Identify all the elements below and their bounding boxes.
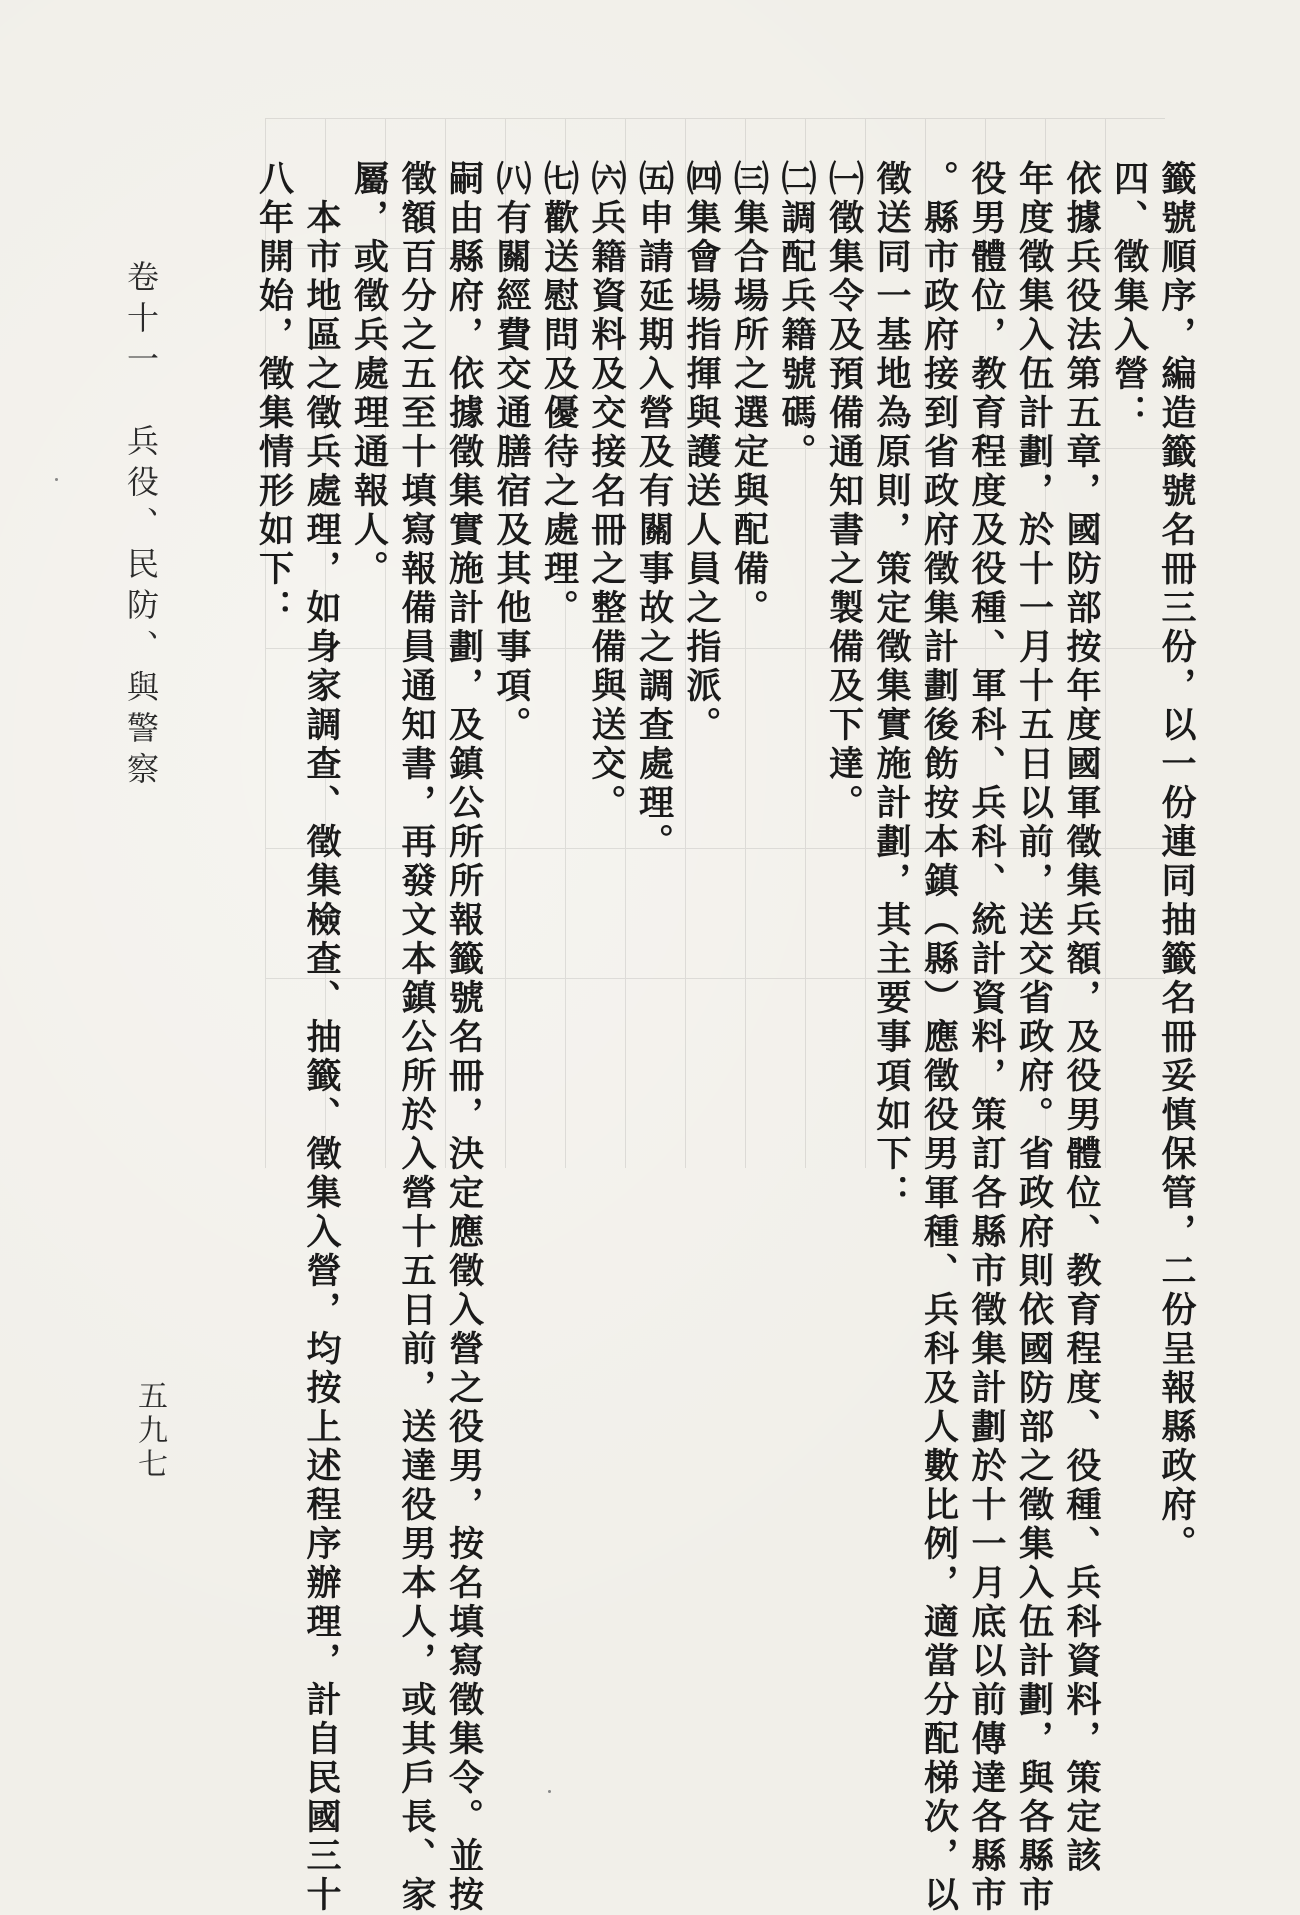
body-text [250,160,1200,1915]
list-item: ㈣集會場指揮與護送人員之指派。 [681,160,722,745]
section-heading: 四、徵集入營： [1108,160,1150,433]
page-number: 五九七 [132,1380,167,1482]
text-column: 徵送同一基地為原則，策定徵集實施計劃，其主要事項如下： [871,160,912,1213]
list-item: ㈧有關經費交通膳宿及其他事項。 [491,160,532,745]
text-column: 籤號順序，編造籤號名冊三份，以一份連同抽籤名冊妥慎保管，二份呈報縣政府。 [1156,160,1197,1564]
text-column: 本市地區之徵兵處理，如身家調查、徵集檢查、抽籤、徵集入營，均按上述程序辦理，計自民國三十 [301,160,342,1915]
text-column: 役男體位，教育程度及役種、軍科、兵科、統計資料，策訂各縣市徵集計劃於十一月底以前傳達各縣市 [966,160,1007,1915]
list-item: ㈡調配兵籍號碼。 [776,160,817,472]
list-item: ㈥兵籍資料及交接名冊之整備與送交。 [586,160,627,823]
text-column: 。縣市政府接到省政府徵集計劃後飭按本鎮（縣）應徵役男軍種、兵科及人數比例，適當分配梯次，以 [918,160,960,1915]
list-item: ㈠徵集令及預備通知書之製備及下達。 [823,160,865,823]
list-item: ㈢集合場所之選定與配備。 [728,160,770,628]
paper-speck [548,1790,551,1793]
text-column: 徵額百分之五至十填寫報備員通知書，再發文本鎮公所於入營十五日前，送達役男本人，或其戶長、家 [396,160,437,1915]
text-column: 年度徵集入伍計劃，於十一月十五日以前，送交省政府。省政府則依國防部之徵集入伍計劃，與各縣市 [1013,160,1055,1915]
text-column: 嗣由縣府，依據徵集實施計劃，及鎮公所所報籤號名冊，決定應徵入營之役男，按名填寫徵集令。並按 [443,160,485,1915]
text-column: 依據兵役法第五章，國防部按年度國軍徵集兵額，及役男體位、教育程度、役種、兵科資料，策定該 [1061,160,1102,1876]
running-head: 卷十一 兵役、民防、與警察 [122,260,160,793]
list-item: ㈤申請延期入營及有關事故之調查處理。 [633,160,675,862]
text-column: 八年開始，徵集情形如下： [253,160,295,628]
paper-speck [55,478,58,481]
text-column: 屬，或徵兵處理通報人。 [348,160,390,589]
list-item: ㈦歡送慰問及優待之處理。 [538,160,580,628]
